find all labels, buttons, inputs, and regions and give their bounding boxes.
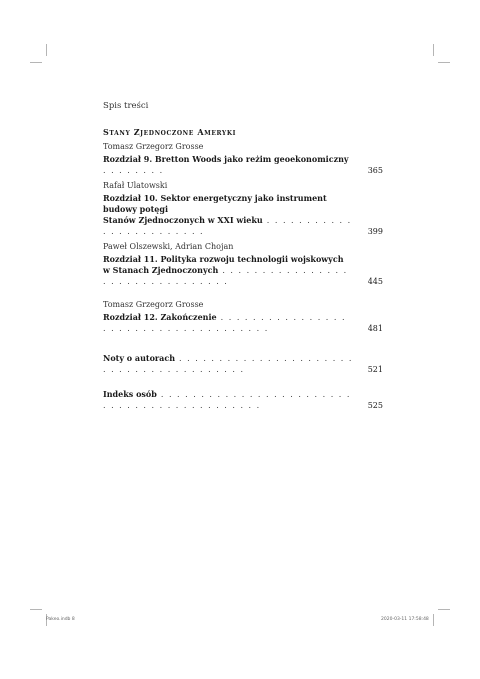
crop-mark: [438, 62, 450, 63]
page-number: 521: [367, 365, 383, 374]
leader-dots: . . . . . . . . . . . . . . . . . . . . . . . . . . . . . . . . . . . . . . . . . . . .: [103, 390, 351, 410]
crop-mark: [438, 609, 450, 610]
noty-label: Noty o autorach: [103, 353, 176, 363]
leader-dots: . . . . . . . . . . . . . . . . . . . . . . . . . . . . . . . . . . . . .: [103, 313, 346, 333]
leader-dots: . . . . . . . . . . . . . . . . . . . . . . . . . . . . . . . .: [103, 266, 348, 286]
running-head: Spis treści: [103, 101, 149, 111]
crop-mark: [30, 609, 42, 610]
toc-author: Tomasz Grzegorz Grosse: [103, 142, 204, 151]
toc-author: Paweł Olszewski, Adrian Chojan: [103, 242, 234, 251]
chapter-title: Rozdział 11. Polityka rozwoju technologii wojskowych: [103, 254, 344, 264]
page-number: 445: [367, 277, 383, 286]
page-number: 481: [367, 324, 383, 333]
crop-mark: [433, 614, 434, 626]
chapter-title-cont: Stanów Zjednoczonych w XXI wieku: [103, 215, 263, 225]
crop-mark: [433, 44, 434, 56]
footer-file-info: Pakeo.indb 8: [46, 617, 75, 622]
toc-group: [103, 142, 383, 176]
section-title: Stany Zjednoczone Ameryki: [103, 127, 237, 137]
toc-entry[interactable]: [103, 254, 383, 287]
toc-group: [103, 242, 383, 287]
chapter-title: Rozdział 12. Zakończenie: [103, 312, 217, 322]
chapter-title-cont: w Stanach Zjednoczonych: [103, 265, 219, 275]
toc-entry[interactable]: [103, 193, 383, 237]
leader-dots: . . . . . . . . . . . . . . . . . . . . . . . .: [103, 216, 352, 236]
table-of-contents: [103, 142, 383, 411]
leader-dots: . . . . . . . .: [103, 166, 164, 175]
page-number: 525: [367, 401, 383, 410]
crop-mark: [30, 62, 42, 63]
toc-author: Rafał Ulatowski: [103, 181, 168, 190]
toc-author: Tomasz Grzegorz Grosse: [103, 300, 204, 309]
page-number: 399: [367, 227, 383, 236]
toc-entry-indeks[interactable]: [103, 389, 383, 411]
indeks-label: Indeks osób: [103, 389, 157, 399]
crop-mark: [46, 44, 47, 56]
chapter-title: Rozdział 10. Sektor energetyczny jako instrument budowy potęgi: [103, 193, 327, 214]
toc-group: [103, 300, 383, 334]
toc-entry[interactable]: [103, 312, 383, 334]
footer-timestamp: 2020-03-11 17:58:48: [381, 617, 429, 622]
chapter-title: Rozdział 9. Bretton Woods jako reżim geoekonomiczny: [103, 154, 349, 164]
toc-entry-noty[interactable]: [103, 353, 383, 375]
page-number: 365: [367, 166, 383, 175]
toc-entry[interactable]: [103, 154, 383, 176]
toc-group: [103, 181, 383, 237]
leader-dots: . . . . . . . . . . . . . . . . . . . . . . . . . . . . . . . . . . . . . . . .: [103, 354, 353, 374]
